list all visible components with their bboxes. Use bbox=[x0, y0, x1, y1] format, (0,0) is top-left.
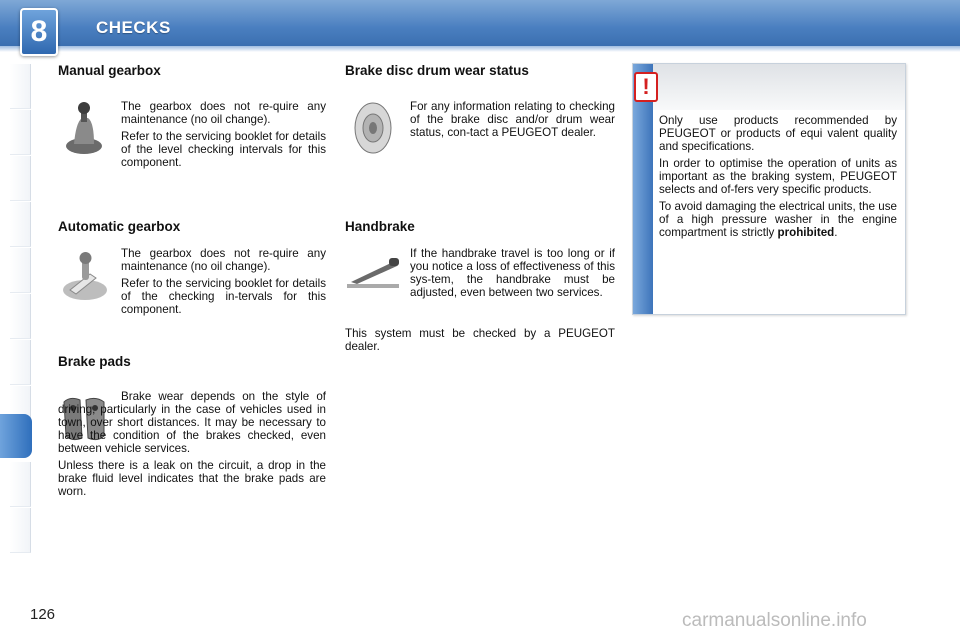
page-title: CHECKS bbox=[96, 18, 171, 37]
chapter-tabs bbox=[0, 64, 34, 576]
automatic-selector-icon bbox=[60, 250, 110, 304]
warning-text-part: To avoid damaging the electrical units, the use of a high pressure washer in the engine compartment is strictly bbox=[659, 200, 897, 239]
manual-gearbox-title: Manual gearbox bbox=[58, 63, 161, 78]
brake-pads-text bbox=[58, 390, 326, 502]
handbrake-text bbox=[410, 247, 615, 303]
automatic-gearbox-title: Automatic gearbox bbox=[58, 219, 181, 234]
warning-icon: ! bbox=[634, 72, 658, 102]
chapter-tab[interactable] bbox=[10, 110, 31, 155]
chapter-tab[interactable] bbox=[10, 462, 31, 507]
paragraph bbox=[659, 200, 897, 239]
paragraph: Brake wear depends on the style of driving, particularly in the case of vehicles used in town, over short distances. It may be necessary to have the condition of the brakes checked, even between vehicle services. bbox=[58, 390, 326, 455]
warning-text bbox=[659, 114, 897, 243]
header-shadow bbox=[0, 46, 960, 52]
handbrake-icon bbox=[345, 252, 403, 292]
paragraph: Refer to the servicing booklet for details of the level checking intervals for this component. bbox=[121, 130, 326, 169]
chapter-tab[interactable] bbox=[10, 156, 31, 201]
paragraph: Unless there is a leak on the circuit, a drop in the brake fluid level indicates that the brake pads are worn. bbox=[58, 459, 326, 498]
paragraph: If the handbrake travel is too long or if you notice a loss of effectiveness of this sys-tem, the handbrake must be adjusted, even between two services. bbox=[410, 247, 615, 299]
paragraph: This system must be checked by a PEUGEOT dealer. bbox=[345, 327, 615, 353]
handbrake-note bbox=[345, 327, 615, 357]
paragraph: In order to optimise the operation of units as important as the braking system, PEUGEOT selects and of-fers very specific products. bbox=[659, 157, 897, 196]
warning-emphasis: prohibited bbox=[777, 226, 835, 239]
page-number: 126 bbox=[30, 606, 56, 623]
paragraph: The gearbox does not re-quire any maintenance (no oil change). bbox=[121, 100, 326, 126]
paragraph: For any information relating to checking of the brake disc and/or drum wear status, con-tact a PEUGEOT dealer. bbox=[410, 100, 615, 139]
handbrake-title: Handbrake bbox=[345, 219, 415, 234]
paragraph: Refer to the servicing booklet for details of the checking in-tervals for this component. bbox=[121, 277, 326, 316]
warning-text-end: . bbox=[834, 226, 838, 239]
warning-header bbox=[653, 64, 905, 110]
watermark: carmanualsonline.info bbox=[682, 610, 867, 631]
chapter-tab[interactable] bbox=[10, 508, 31, 553]
chapter-tab[interactable] bbox=[10, 340, 31, 385]
automatic-gearbox-text bbox=[121, 247, 326, 320]
brake-disc-title: Brake disc drum wear status bbox=[345, 63, 529, 78]
warning-box bbox=[632, 63, 906, 315]
paragraph: Only use products recommended by PEUGEOT or products of equi valent quality and specifications. bbox=[659, 114, 897, 153]
chapter-tab[interactable] bbox=[10, 294, 31, 339]
chapter-tab[interactable] bbox=[10, 64, 31, 109]
chapter-tab[interactable] bbox=[10, 248, 31, 293]
chapter-tab-active[interactable] bbox=[0, 414, 32, 458]
chapter-badge: 8 bbox=[20, 8, 58, 56]
paragraph: The gearbox does not re-quire any maintenance (no oil change). bbox=[121, 247, 326, 273]
brake-disc-text bbox=[410, 100, 615, 143]
manual-gearbox-text bbox=[121, 100, 326, 173]
gear-lever-icon bbox=[60, 100, 108, 156]
brake-disc-icon bbox=[350, 100, 396, 156]
brake-pads-title: Brake pads bbox=[58, 354, 131, 369]
chapter-tab[interactable] bbox=[10, 202, 31, 247]
